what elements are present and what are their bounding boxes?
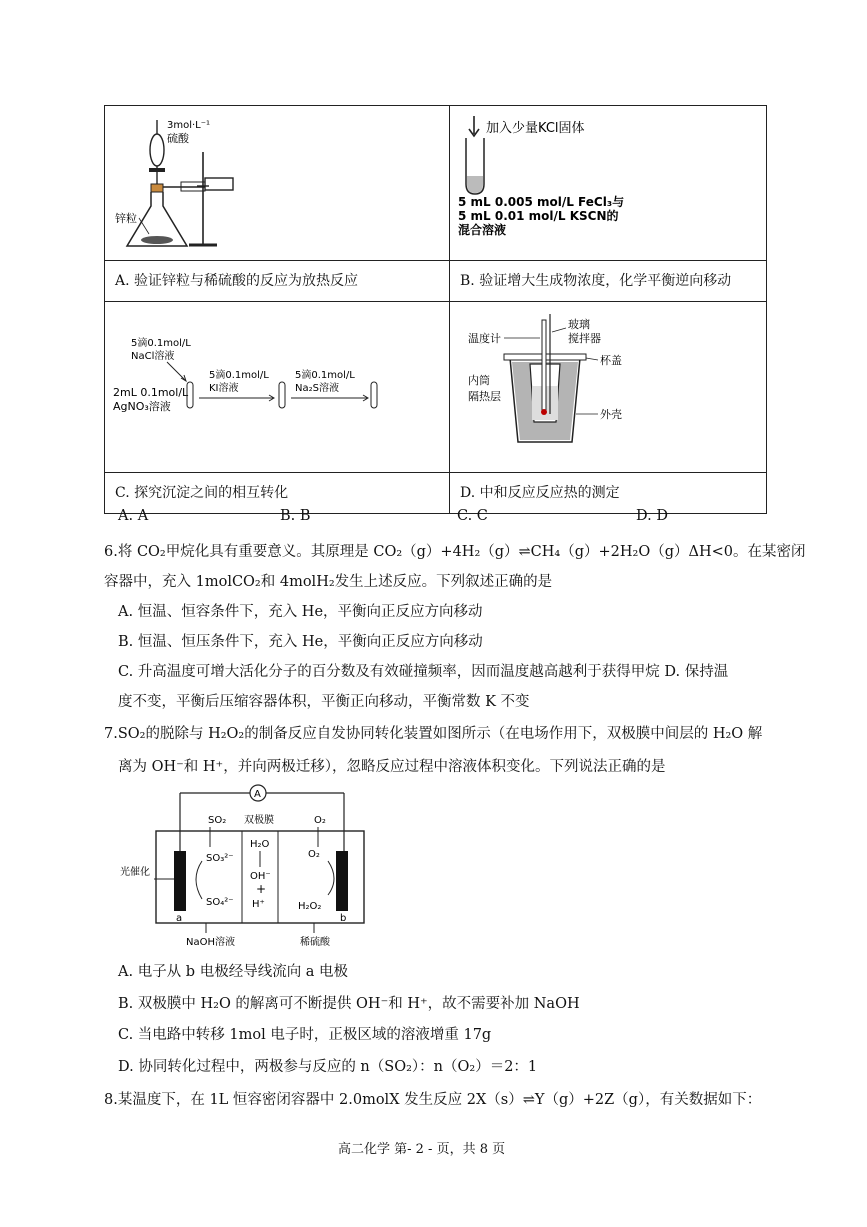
- stirrer-label-2: 搅拌器: [568, 332, 601, 345]
- caption-d: D. 中和反应反应热的测定: [450, 473, 767, 514]
- o2-top-label: O₂: [314, 815, 326, 826]
- q6-option-a: A. 恒温、恒容条件下，充入 He，平衡向正反应方向移动: [118, 604, 483, 620]
- electrode-a-label: a: [176, 913, 183, 924]
- ki-label-2: KI溶液: [209, 383, 239, 394]
- q7-stem-1: 7.SO₂的脱除与 H₂O₂的制备反应自发协同转化装置如图所示（在电场作用下，双极膜中间层的 H₂O 解: [104, 726, 763, 742]
- q5-option-a: A. A: [118, 508, 149, 524]
- hydroxide-label: OH⁻: [250, 871, 271, 882]
- ammeter-label: A: [254, 789, 261, 800]
- q6-option-c: C. 升高温度可增大活化分子的百分数及有效碰撞频率，因而温度越高越利于获得甲烷 D. 保持温: [118, 664, 729, 680]
- q6-option-b: B. 恒温、恒压条件下，充入 He，平衡向正反应方向移动: [118, 634, 483, 650]
- q5-option-b: B. B: [280, 508, 311, 524]
- shell-label: 外壳: [600, 408, 622, 421]
- na2s-label-2: Na₂S溶液: [295, 383, 339, 394]
- q7-option-a: A. 电子从 b 电极经导线流向 a 电极: [118, 964, 349, 980]
- inner-cup-label: 内筒: [468, 374, 490, 387]
- electrode-b-label: b: [340, 913, 347, 924]
- sol-line1: 5 mL 0.005 mol/L FeCl₃与: [458, 195, 625, 209]
- electrolysis-diagram: [118, 783, 378, 953]
- ki-label-1: 5滴0.1mol/L: [209, 370, 269, 381]
- sol-line3: 混合溶液: [458, 223, 507, 237]
- cell-c-image: [105, 302, 450, 473]
- caption-b: B. 验证增大生成物浓度，化学平衡逆向移动: [450, 261, 767, 302]
- acid-name-label: 硫酸: [167, 132, 189, 145]
- q8-stem-1: 8.某温度下，在 1L 恒容密闭容器中 2.0molX 发生反应 2X（s）⇌Y（g）+2Z（g），有关数据如下：: [104, 1092, 762, 1108]
- sulfate-label: SO₄²⁻: [206, 897, 234, 908]
- zinc-label: 锌粒: [115, 212, 137, 225]
- caption-c: C. 探究沉淀之间的相互转化: [105, 473, 450, 514]
- thermometer-label: 温度计: [468, 332, 501, 345]
- q5-option-c: C. C: [457, 508, 488, 524]
- acid-conc-label: 3mol·L⁻¹: [167, 120, 211, 131]
- membrane-label: 双极膜: [244, 815, 274, 826]
- agno3-label-1: 2mL 0.1mol/L: [113, 386, 189, 399]
- h2o2-label: H₂O₂: [298, 901, 322, 912]
- q6-option-d: 度不变，平衡后压缩容器体积，平衡正向移动，平衡常数 K 不变: [118, 694, 530, 710]
- naoh-label: NaOH溶液: [186, 937, 235, 948]
- zinc-acid-apparatus: [105, 106, 449, 256]
- q5-table: [104, 105, 767, 514]
- q6-stem-1: 6.将 CO₂甲烷化具有重要意义。其原理是 CO₂（g）+4H₂（g）⇌CH₄（g）+2H₂O（g）ΔH<0。在某密闭: [104, 544, 806, 560]
- photocatalysis-label: 光催化: [120, 867, 150, 878]
- cell-b-image: [450, 106, 767, 261]
- stirrer-label-1: 玻璃: [568, 318, 590, 331]
- sulfite-label: SO₃²⁻: [206, 853, 234, 864]
- lid-label: 杯盖: [600, 354, 622, 367]
- water-label: H₂O: [250, 839, 270, 850]
- calorimeter-diagram: [450, 302, 766, 468]
- proton-label: H⁺: [252, 899, 265, 910]
- sol-line2: 5 mL 0.01 mol/L KSCN的: [458, 209, 619, 223]
- q7-stem-2: 离为 OH⁻和 H⁺，并向两极迁移），忽略反应过程中溶液体积变化。下列说法正确的是: [118, 759, 666, 775]
- q5-option-d: D. D: [636, 508, 668, 524]
- o2-label: O₂: [308, 849, 320, 860]
- caption-a: A. 验证锌粒与稀硫酸的反应为放热反应: [105, 261, 450, 302]
- plus-sign: +: [256, 882, 267, 896]
- nacl-label-2: NaCl溶液: [131, 351, 175, 362]
- cell-d-image: [450, 302, 767, 473]
- q7-option-d: D. 协同转化过程中，两极参与反应的 n（SO₂）：n（O₂）＝2：1: [118, 1059, 538, 1075]
- add-kcl-label: 加入少量KCl固体: [486, 121, 585, 136]
- cell-a-image: [105, 106, 450, 261]
- insulation-label: 隔热层: [468, 390, 501, 403]
- kcl-tube-apparatus: [450, 106, 766, 256]
- q7-option-c: C. 当电路中转移 1mol 电子时，正极区域的溶液增重 17g: [118, 1027, 492, 1043]
- dilute-acid-label: 稀硫酸: [300, 937, 330, 948]
- so2-top-label: SO₂: [208, 815, 227, 826]
- q6-stem-2: 容器中，充入 1molCO₂和 4molH₂发生上述反应。下列叙述正确的是: [104, 574, 553, 590]
- q7-option-b: B. 双极膜中 H₂O 的解离可不断提供 OH⁻和 H⁺，故不需要补加 NaOH: [118, 996, 580, 1012]
- na2s-label-1: 5滴0.1mol/L: [295, 370, 355, 381]
- nacl-label-1: 5滴0.1mol/L: [131, 338, 191, 349]
- agno3-label-2: AgNO₃溶液: [113, 400, 171, 413]
- precipitate-conversion-diagram: [105, 302, 449, 468]
- page-footer: 高二化学 第- 2 - 页，共 8 页: [338, 1142, 506, 1157]
